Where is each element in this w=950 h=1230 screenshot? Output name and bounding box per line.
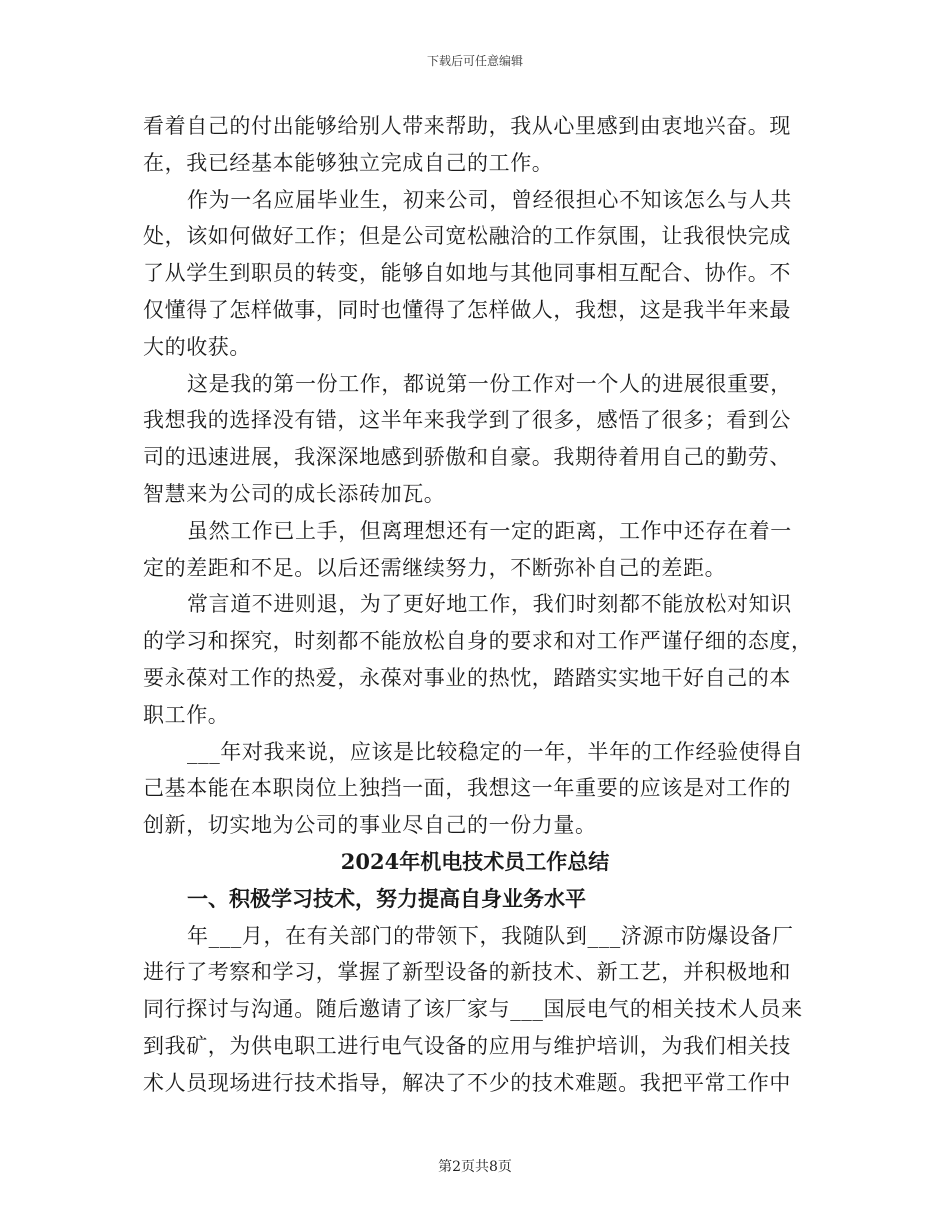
text-line: 看着自己的付出能够给别人带来帮助，我从心里感到由衷地兴奋。现 bbox=[143, 114, 791, 138]
text-line: 创新，切实地为公司的事业尽自己的一份力量。 bbox=[143, 813, 597, 838]
document-body bbox=[143, 108, 813, 1102]
text-line: 这是我的第一份工作，都说第一份工作对一个人的进展很重要， bbox=[187, 371, 792, 396]
text-line: 了从学生到职员的转变，能够自如地与其他同事相互配合、协作。不 bbox=[143, 261, 791, 286]
text-line: 进行了考察和学习，掌握了新型设备的新技术、新工艺，并积极地和 bbox=[143, 960, 791, 985]
text-line: 虽然工作已上手，但离理想还有一定的距离，工作中还存在着一 bbox=[187, 518, 792, 543]
text-line: 的学习和探究，时刻都不能放松自身的要求和对工作严谨仔细的态度， bbox=[143, 629, 813, 654]
text-line: 作为一名应届毕业生，初来公司，曾经很担心不知该怎么与人共 bbox=[187, 187, 792, 212]
text-line: 要永葆对工作的热爱，永葆对事业的热忱，踏踏实实地干好自己的本 bbox=[143, 665, 791, 690]
text-line: ___年对我来说，应该是比较稳定的一年，半年的工作经验使得自 bbox=[187, 739, 804, 764]
text-line: 同行探讨与沟通。随后邀请了该厂家与___国辰电气的相关技术人员来 bbox=[143, 997, 803, 1022]
section-heading: 一、积极学习技术，努力提高自身业务水平 bbox=[187, 885, 586, 911]
text-line: 定的差距和不足。以后还需继续努力，不断弥补自己的差距。 bbox=[143, 555, 727, 580]
text-line: 常言道不进则退，为了更好地工作，我们时刻都不能放松对知识 bbox=[187, 592, 792, 617]
text-line: 司的迅速进展，我深深地感到骄傲和自豪。我期待着用自己的勤劳、 bbox=[143, 445, 791, 470]
text-line: 仅懂得了怎样做事，同时也懂得了怎样做人，我想，这是我半年来最 bbox=[143, 297, 791, 322]
text-line: 年___月，在有关部门的带领下，我随队到___济源市防爆设备厂 bbox=[187, 923, 794, 948]
text-line: 职工作。 bbox=[143, 702, 230, 727]
page-header: 下载后可任意编辑 bbox=[426, 54, 523, 68]
text-line: 大的收获。 bbox=[143, 334, 251, 359]
page-number: 第2页共8页 bbox=[438, 1159, 512, 1175]
text-line: 到我矿，为供电职工进行电气设备的应用与维护培训，为我们相关技 bbox=[143, 1033, 791, 1058]
text-line: 智慧来为公司的成长添砖加瓦。 bbox=[143, 481, 446, 506]
section-title: 2024年机电技术员工作总结 bbox=[340, 848, 610, 874]
text-line: 在，我已经基本能够独立完成自己的工作。 bbox=[143, 150, 554, 175]
text-line: 处，该如何做好工作；但是公司宽松融洽的工作氛围，让我很快完成 bbox=[143, 224, 791, 249]
text-line: 我想我的选择没有错，这半年来我学到了很多，感悟了很多；看到公 bbox=[143, 408, 791, 433]
text-line: 术人员现场进行技术指导，解决了不少的技术难题。我把平常工作中 bbox=[143, 1070, 791, 1095]
text-line: 己基本能在本职岗位上独挡一面，我想这一年重要的应该是对工作的 bbox=[143, 776, 791, 801]
